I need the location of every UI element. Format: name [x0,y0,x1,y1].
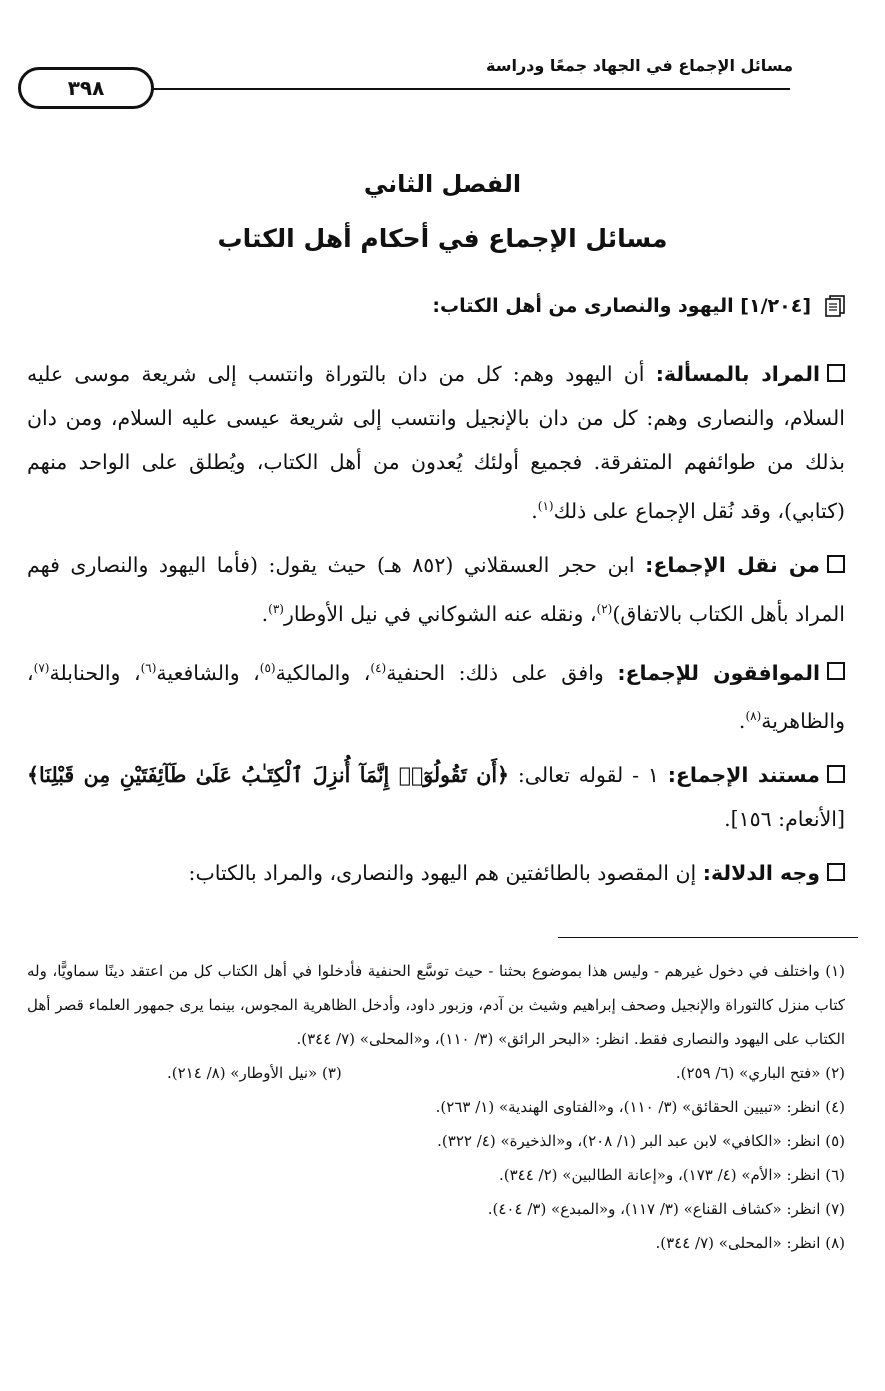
paragraph-evidence: مستند الإجماع: ١ - لقوله تعالى: ﴿أَن تَقُولُوٓا۟ إِنَّمَآ أُنزِلَ ٱلْكِتَـٰبُ عَلَىٰ طَآئِفَتَيْنِ مِن قَبْلِنَا﴾ [الأنعام: ١٥٦]. [27,763,845,832]
paragraph-text: ابن حجر العسقلاني (٨٥٢ هـ) حيث يقول: (فأما اليهود والنصارى فهم المراد بأهل الكتاب بالاتفاق) [27,552,845,626]
footnote-separator [558,937,858,938]
paragraph-label: مستند الإجماع: [667,763,820,788]
chapter-title: مسائل الإجماع في أحكام أهل الكتاب [217,224,668,253]
footnote-ref: (٥) [259,660,276,675]
paragraph-label: وجه الدلالة: [702,861,820,886]
footnote-2: (٢) «فتح الباري» (٦/ ٢٥٩). [675,1064,845,1082]
paragraph-meaning: المراد بالمسألة: أن اليهود وهم: كل من دان بالتوراة وانتسب إلى شريعة موسى عليه السلام، والنصارى وهم: كل من دان بالإنجيل وانتسب إلى شريعة عيسى عليه السلام، ومن دان بذلك من طوائفهم المتفرقة. فجميع أولئك يُعدون من أهل الكتاب، ويُطلق على الواحد منهم (كتابي)، وقد نُقل الإجماع على ذلك$^{(١)}$. [27,362,845,523]
quran-verse: ﴿أَن تَقُولُوٓا۟ إِنَّمَآ أُنزِلَ ٱلْكِتَـٰبُ عَلَىٰ طَآئِفَتَيْنِ مِن قَبْلِنَا﴾ [27,763,510,788]
footnote-6: (٦) انظر: «الأم» (٤/ ١٧٣)، و«إعانة الطالبين» (٢/ ٣٤٤). [498,1166,845,1184]
footnote-7: (٧) انظر: «كشاف القناع» (٣/ ١١٧)، و«المبدع» (٣/ ٤٠٤). [487,1200,845,1218]
footnote-ref: (٧) [33,660,50,675]
issue-title: اليهود والنصارى من أهل الكتاب: [432,295,734,317]
page-number: ٣٩٨ [67,76,105,100]
footnote-3: (٣) «نيل الأوطار» (٨/ ٢١٤). [167,1064,342,1082]
footnote-8: (٨) انظر: «المحلى» (٧/ ٣٤٤). [655,1234,845,1252]
square-bullet-icon [827,662,845,680]
body-text [27,352,845,905]
square-bullet-icon [827,364,845,382]
issue-number: [١/٢٠٤] [740,295,811,317]
header-rule [88,88,790,90]
footnote-ref: (٤) [370,660,387,675]
footnotes [27,954,845,1260]
verse-reference: [الأنعام: ١٥٦]. [724,807,845,832]
paragraph-indication: وجه الدلالة: إن المقصود بالطائفتين هم اليهود والنصارى، والمراد بالكتاب: [27,851,845,895]
paragraph-label: من نقل الإجماع: [645,552,820,577]
footnote-ref: (٦) [140,660,157,675]
square-bullet-icon [827,863,845,881]
paragraph-transmitters: من نقل الإجماع: ابن حجر العسقلاني (٨٥٢ هـ) حيث يقول: (فأما اليهود والنصارى فهم المراد بأهل الكتاب بالاتفاق)$^{(٢)}$، ونقله عنه الشوكاني في نيل الأوطار$^{(٣)}$. [27,552,845,626]
square-bullet-icon [827,765,845,783]
paragraph-label: الموافقون للإجماع: [617,660,820,685]
footnote-ref: (٣) [268,601,284,616]
footnote-ref: (١) [537,499,554,513]
footnote-1: (١) واختلف في دخول غيرهم - وليس هذا بموضوع بحثنا - حيث توسَّع الحنفية فأدخلوا في أهل الكتاب كل من اعتقد دينًا سماويًّا، وله كتاب منزل كالتوراة والإنجيل وصحف إبراهيم وشيث بن آدم، وزبور داود، وأدخل الظاهرية المجوس، بينما يرى جمهور العلماء قصر أهل الكتاب على اليهود والنصارى فقط. انظر: «البحر الرائق» (٣/ ١١٠)، و«المحلى» (٧/ ٣٤٤). [27,962,845,1048]
page-number-badge [18,67,154,109]
issue-heading [432,294,847,318]
running-title: مسائل الإجماع في الجهاد جمعًا ودراسة [486,56,793,75]
footnote-ref: (٨) [745,709,762,724]
chapter-label: الفصل الثاني [363,170,522,198]
footnote-ref: (٢) [596,601,613,616]
paragraph-label: المراد بالمسألة: [655,362,820,386]
footnote-4: (٤) انظر: «تبيين الحقائق» (٣/ ١١٠)، و«الفتاوى الهندية» (١/ ٢٦٣). [435,1098,845,1116]
paragraph-text: أن اليهود وهم: كل من دان بالتوراة وانتسب إلى شريعة موسى عليه السلام، والنصارى وهم: كل من دان بالإنجيل وانتسب إلى شريعة عيسى عليه السلام، ومن دان بذلك من طوائفهم المتفرقة. فجميع أولئك يُعدون من أهل الكتاب، ويُطلق على الواحد منهم (كتابي)، وقد نُقل الإجماع على ذلك [27,362,845,523]
square-bullet-icon [827,555,845,573]
footnote-5: (٥) انظر: «الكافي» لابن عبد البر (١/ ٢٠٨)، و«الذخيرة» (٤/ ٣٢٢). [437,1132,845,1150]
paragraph-concurring: الموافقون للإجماع: وافق على ذلك: الحنفية$^{(٤)}$، والمالكية$^{(٥)}$، والشافعية$^{(٦)}$، والحنابلة$^{(٧)}$، والظاهرية$^{(٨)}$. [27,660,845,734]
footnote-pair [27,1056,845,1090]
documents-icon [823,294,847,318]
